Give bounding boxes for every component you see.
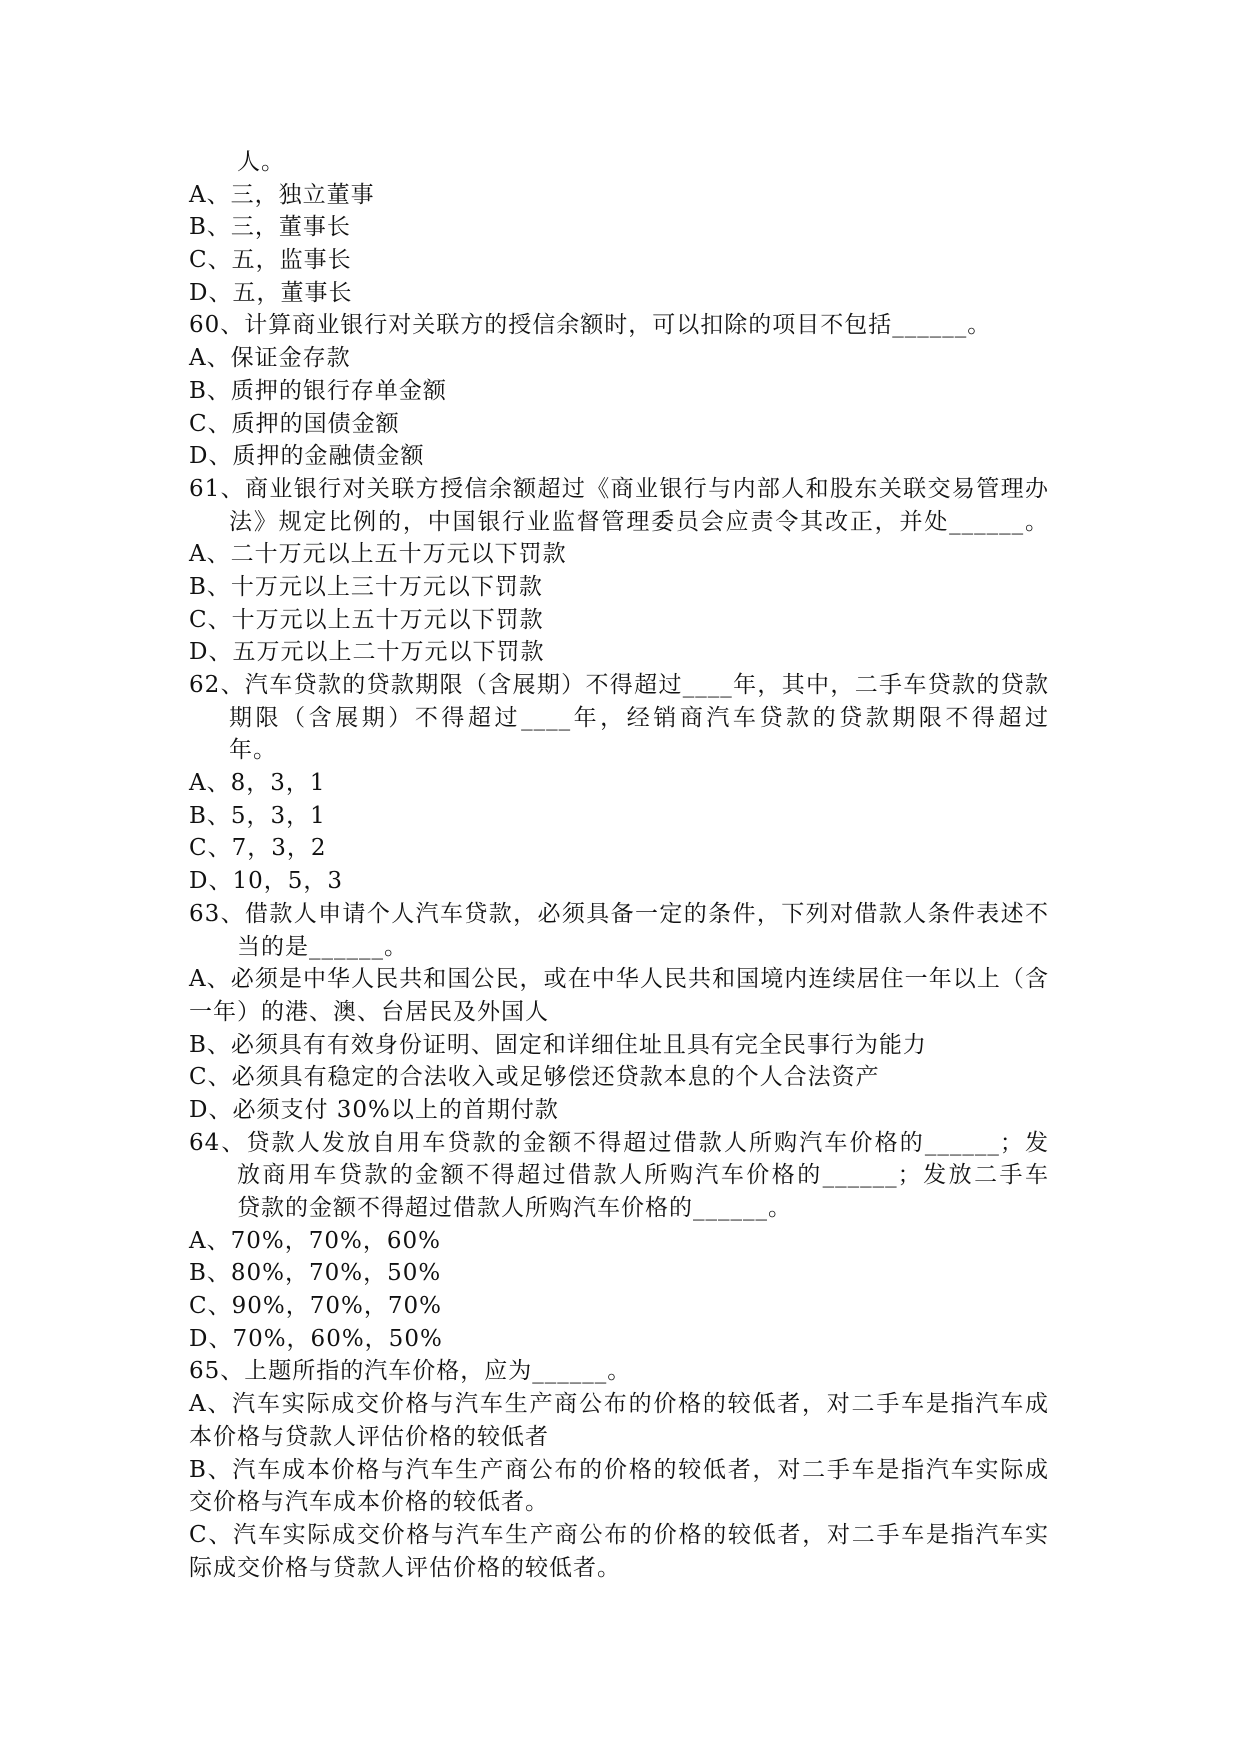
text-line: A、8，3，1	[189, 770, 326, 797]
text-line: 本价格与贷款人评估价格的较低者	[189, 1423, 549, 1450]
text-line: B、十万元以上三十万元以下罚款	[189, 573, 543, 600]
text-line: A、汽车实际成交价格与汽车生产商公布的价格的较低者，对二手车是指汽车成	[189, 1391, 1049, 1418]
text-line: 一年）的港、澳、台居民及外国人	[189, 998, 549, 1025]
text-line: B、三，董事长	[189, 214, 351, 241]
text-line: D、五，董事长	[189, 279, 353, 306]
text-line: D、质押的金融债金额	[189, 443, 425, 470]
text-line: D、必须支付 30%以上的首期付款	[189, 1096, 559, 1123]
text-line: 放商用车贷款的金额不得超过借款人所购汽车价格的______；发放二手车	[237, 1162, 1049, 1189]
text-line: 64、贷款人发放自用车贷款的金额不得超过借款人所购汽车价格的______；发	[189, 1129, 1049, 1156]
text-line: C、汽车实际成交价格与汽车生产商公布的价格的较低者，对二手车是指汽车实	[189, 1521, 1049, 1548]
text-line: 际成交价格与贷款人评估价格的较低者。	[189, 1554, 621, 1581]
text-line: A、二十万元以上五十万元以下罚款	[189, 541, 567, 568]
text-line: 年。	[229, 737, 277, 764]
text-line: 法》规定比例的，中国银行业监督管理委员会应责令其改正，并处______。	[229, 508, 1049, 535]
text-line: D、10，5，3	[189, 868, 343, 895]
text-line: B、汽车成本价格与汽车生产商公布的价格的较低者，对二手车是指汽车实际成	[189, 1456, 1049, 1483]
text-line: 62、汽车贷款的贷款期限（含展期）不得超过____年，其中，二手车贷款的贷款	[189, 672, 1049, 698]
text-line: C、7，3，2	[189, 835, 327, 862]
text-line: D、70%，60%，50%	[189, 1325, 443, 1352]
text-line: 61、商业银行对关联方授信余额超过《商业银行与内部人和股东关联交易管理办	[189, 475, 1049, 502]
text-line: 65、上题所指的汽车价格，应为______。	[189, 1358, 632, 1385]
text-line: B、质押的银行存单金额	[189, 377, 447, 404]
text-line: C、五，监事长	[189, 247, 352, 274]
text-line: 贷款的金额不得超过借款人所购汽车价格的______。	[237, 1195, 792, 1221]
text-line: B、80%，70%，50%	[189, 1260, 442, 1287]
text-line: C、必须具有稳定的合法收入或足够偿还贷款本息的个人合法资产	[189, 1064, 880, 1091]
text-line: B、5，3，1	[189, 802, 326, 829]
document-page	[189, 146, 1049, 1584]
text-line: C、十万元以上五十万元以下罚款	[189, 606, 544, 633]
text-line: D、五万元以上二十万元以下罚款	[189, 639, 545, 666]
text-line: C、质押的国债金额	[189, 410, 400, 437]
text-line: C、90%，70%，70%	[189, 1293, 442, 1320]
text-line: B、必须具有有效身份证明、固定和详细住址且具有完全民事行为能力	[189, 1031, 927, 1058]
text-line: A、保证金存款	[189, 345, 351, 372]
text-line: 人。	[237, 149, 285, 175]
text-line: 当的是______。	[237, 933, 408, 960]
text-line: 交价格与汽车成本价格的较低者。	[189, 1489, 549, 1516]
text-line: A、三，独立董事	[189, 181, 375, 208]
text-line: 63、借款人申请个人汽车贷款，必须具备一定的条件，下列对借款人条件表述不	[189, 900, 1049, 927]
text-line: 期限（含展期）不得超过____年，经销商汽车贷款的贷款期限不得超过	[229, 704, 1049, 731]
text-line: A、必须是中华人民共和国公民，或在中华人民共和国境内连续居住一年以上（含	[189, 966, 1049, 993]
text-line: A、70%，70%，60%	[189, 1227, 441, 1254]
text-line: 60、计算商业银行对关联方的授信余额时，可以扣除的项目不包括______。	[189, 312, 992, 339]
